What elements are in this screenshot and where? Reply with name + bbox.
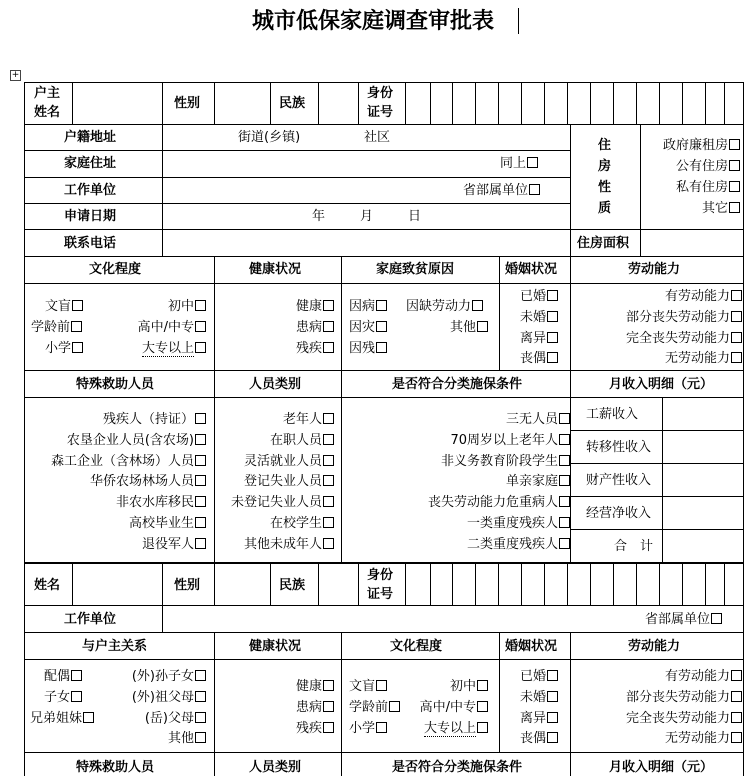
checkbox-icon	[729, 181, 740, 192]
member-edu-option[interactable]: 大专以上	[424, 721, 488, 736]
eligible-option[interactable]: 一类重度残疾人	[467, 516, 570, 531]
labor-option[interactable]: 无劳动能力	[665, 351, 742, 366]
checkbox-icon	[195, 342, 206, 353]
checkbox-icon	[731, 670, 742, 681]
member-health-option[interactable]: 残疾	[296, 721, 334, 736]
member-gender-label: 性别	[174, 578, 201, 593]
marriage-option[interactable]: 离异	[520, 331, 558, 346]
checkbox-icon	[559, 475, 570, 486]
member-health-option[interactable]: 健康	[296, 679, 334, 694]
checkbox-icon	[376, 342, 387, 353]
checkbox-icon	[731, 290, 742, 301]
checkbox-icon	[195, 434, 206, 445]
category-option[interactable]: 未登记失业人员	[231, 495, 334, 510]
checkbox-icon	[477, 321, 488, 332]
id-label-a: 身份	[367, 86, 394, 101]
member-eligible-header: 是否符合分类施保条件	[392, 760, 523, 775]
eligible-option[interactable]: 70周岁以上老年人	[450, 433, 570, 448]
category-option[interactable]: 灵活就业人员	[244, 454, 334, 469]
eligible-option[interactable]: 非义务教育阶段学生	[441, 454, 570, 469]
labor-header: 劳动能力	[628, 262, 681, 277]
text-cursor	[518, 8, 519, 34]
checkbox-icon	[547, 352, 558, 363]
checkbox-icon	[731, 732, 742, 743]
checkbox-icon	[195, 691, 206, 702]
checkbox-icon	[376, 722, 387, 733]
checkbox-icon	[323, 342, 334, 353]
member-category-header: 人员类别	[249, 760, 302, 775]
checkbox-icon	[376, 300, 387, 311]
labor-option[interactable]: 部分丧失劳动能力	[626, 310, 742, 325]
checkbox-icon	[529, 184, 540, 195]
member-health-option[interactable]: 患病	[296, 700, 334, 715]
checkbox-icon	[477, 722, 488, 733]
member-labor-header: 劳动能力	[628, 639, 681, 654]
member-marriage-option[interactable]: 离异	[520, 711, 558, 726]
edu-option[interactable]: 高中/中专	[138, 320, 206, 335]
member-edu-option[interactable]: 小学	[349, 721, 387, 736]
year-text: 年	[312, 209, 326, 224]
checkbox-icon	[731, 332, 742, 343]
member-edu-header: 文化程度	[390, 639, 443, 654]
poverty-option[interactable]: 因残	[349, 341, 387, 356]
month-text: 月	[360, 209, 374, 224]
checkbox-icon	[72, 342, 83, 353]
member-special-header: 特殊救助人员	[76, 760, 155, 775]
checkbox-icon	[72, 300, 83, 311]
checkbox-icon	[195, 517, 206, 528]
checkbox-icon	[323, 538, 334, 549]
member-edu-option[interactable]: 文盲	[349, 679, 387, 694]
checkbox-icon	[195, 496, 206, 507]
edu-option[interactable]: 初中	[168, 299, 206, 314]
category-option[interactable]: 在职人员	[270, 433, 334, 448]
eligible-option[interactable]: 三无人员	[506, 412, 570, 427]
checkbox-icon	[195, 712, 206, 723]
income-label: 工薪收入	[586, 407, 639, 422]
member-labor-option[interactable]: 部分丧失劳动能力	[626, 690, 742, 705]
checkbox-icon	[731, 691, 742, 702]
income-total: 合 计	[614, 539, 654, 554]
special-option[interactable]: 高校毕业生	[129, 516, 206, 531]
home-label: 家庭住址	[64, 156, 117, 171]
housing-char-4: 质	[598, 201, 612, 216]
checkbox-icon	[547, 290, 558, 301]
member-labor-option[interactable]: 无劳动能力	[665, 731, 742, 746]
labor-option[interactable]: 完全丧失劳动能力	[626, 331, 742, 346]
day-text: 日	[408, 209, 422, 224]
housing-option[interactable]: 公有住房	[676, 159, 740, 174]
community-text: 社区	[364, 130, 391, 145]
poverty-header: 家庭致贫原因	[376, 262, 455, 277]
labor-option[interactable]: 有劳动能力	[665, 289, 742, 304]
special-option[interactable]: 非农水库移民	[116, 495, 206, 510]
category-option[interactable]: 登记失业人员	[244, 474, 334, 489]
checkbox-icon	[71, 670, 82, 681]
checkbox-icon	[323, 680, 334, 691]
poverty-option[interactable]: 因缺劳动力	[406, 299, 483, 314]
area-label: 住房面积	[577, 236, 630, 251]
income-header: 月收入明细（元）	[609, 377, 714, 392]
marriage-option[interactable]: 已婚	[520, 289, 558, 304]
checkbox-icon	[477, 680, 488, 691]
category-option[interactable]: 在校学生	[270, 516, 334, 531]
member-edu-option[interactable]: 学龄前	[349, 700, 400, 715]
member-marriage-option[interactable]: 已婚	[520, 669, 558, 684]
health-option[interactable]: 患病	[296, 320, 334, 335]
id-label-b: 证号	[367, 105, 394, 120]
member-labor-option[interactable]: 完全丧失劳动能力	[626, 711, 742, 726]
eligible-option[interactable]: 丧失劳动能力危重病人	[428, 495, 570, 510]
checkbox-icon	[547, 332, 558, 343]
poverty-option[interactable]: 因病	[349, 299, 387, 314]
checkbox-icon	[731, 352, 742, 363]
member-prov-option[interactable]: 省部属单位	[645, 612, 722, 627]
member-marriage-header: 婚姻状况	[505, 639, 558, 654]
checkbox-icon	[547, 712, 558, 723]
checkbox-icon	[323, 517, 334, 528]
member-id-a: 身份	[367, 568, 394, 583]
checkbox-icon	[323, 475, 334, 486]
member-edu-option[interactable]: 初中	[450, 679, 488, 694]
eligible-option[interactable]: 单亲家庭	[506, 474, 570, 489]
checkbox-icon	[731, 712, 742, 723]
member-income-header: 月收入明细（元）	[609, 760, 714, 775]
checkbox-icon	[195, 455, 206, 466]
housing-char-1: 住	[598, 138, 612, 153]
member-name-label: 姓名	[34, 578, 61, 593]
member-labor-option[interactable]: 有劳动能力	[665, 669, 742, 684]
marriage-header: 婚姻状况	[505, 262, 558, 277]
checkbox-icon	[389, 701, 400, 712]
checkbox-icon	[323, 722, 334, 733]
housing-option[interactable]: 其它	[702, 201, 740, 216]
member-marriage-option[interactable]: 未婚	[520, 690, 558, 705]
checkbox-icon	[83, 712, 94, 723]
page-title: 城市低保家庭调查审批表	[252, 8, 495, 34]
health-option[interactable]: 健康	[296, 299, 334, 314]
ethnic-label: 民族	[279, 96, 306, 111]
checkbox-icon	[559, 413, 570, 424]
work-label: 工作单位	[64, 183, 117, 198]
phone-label: 联系电话	[64, 236, 117, 251]
housing-char-3: 性	[598, 180, 612, 195]
checkbox-icon	[323, 300, 334, 311]
special-header: 特殊救助人员	[76, 377, 155, 392]
checkbox-icon	[559, 517, 570, 528]
checkbox-icon	[472, 300, 483, 311]
eligible-header: 是否符合分类施保条件	[392, 377, 523, 392]
category-option[interactable]: 其他未成年人	[244, 537, 334, 552]
checkbox-icon	[323, 321, 334, 332]
member-marriage-option[interactable]: 丧偶	[520, 731, 558, 746]
checkbox-icon	[195, 732, 206, 743]
prov-option[interactable]: 省部属单位	[463, 183, 540, 198]
health-option[interactable]: 残疾	[296, 341, 334, 356]
checkbox-icon	[711, 613, 722, 624]
holder-label-a: 户主	[34, 86, 61, 101]
checkbox-icon	[323, 413, 334, 424]
checkbox-icon	[323, 434, 334, 445]
checkbox-icon	[547, 732, 558, 743]
relation-header: 与户主关系	[82, 639, 148, 654]
relation-option[interactable]: 配偶	[44, 669, 82, 684]
health-header: 健康状况	[249, 262, 302, 277]
checkbox-icon	[729, 139, 740, 150]
checkbox-icon	[323, 455, 334, 466]
gender-label: 性别	[174, 96, 201, 111]
table-move-handle-icon[interactable]: +	[11, 70, 20, 80]
checkbox-icon	[547, 691, 558, 702]
checkbox-icon	[547, 311, 558, 322]
income-label: 财产性收入	[586, 473, 652, 488]
relation-option[interactable]: 兄弟姐妹	[30, 711, 94, 726]
relation-option[interactable]: (外)孙子女	[132, 669, 206, 684]
holder-label-b: 姓名	[34, 105, 61, 120]
housing-char-2: 房	[598, 159, 612, 174]
income-label: 转移性收入	[586, 440, 652, 455]
edu-option[interactable]: 文盲	[45, 299, 83, 314]
eligible-option[interactable]: 二类重度残疾人	[467, 537, 570, 552]
relation-option[interactable]: 其他	[168, 731, 206, 746]
special-option[interactable]: 森工企业（含林场）人员	[51, 454, 206, 469]
checkbox-icon	[195, 321, 206, 332]
member-id-b: 证号	[367, 587, 394, 602]
checkbox-icon	[323, 496, 334, 507]
category-header: 人员类别	[249, 377, 302, 392]
special-option[interactable]: 残疾人（持证）	[103, 412, 206, 427]
checkbox-icon	[323, 701, 334, 712]
checkbox-icon	[559, 496, 570, 507]
checkbox-icon	[376, 680, 387, 691]
checkbox-icon	[559, 455, 570, 466]
member-ethnic-label: 民族	[279, 578, 306, 593]
marriage-option[interactable]: 未婚	[520, 310, 558, 325]
relation-option[interactable]: (岳)父母	[145, 711, 206, 726]
date-label: 申请日期	[64, 209, 117, 224]
checkbox-icon	[71, 321, 82, 332]
checkbox-icon	[195, 475, 206, 486]
street-text: 街道(乡镇)	[238, 130, 301, 145]
special-option[interactable]: 退役军人	[142, 537, 206, 552]
checkbox-icon	[527, 157, 538, 168]
income-label: 经营净收入	[586, 506, 652, 521]
special-option[interactable]: 华侨农场林场人员	[90, 474, 206, 489]
special-option[interactable]: 农垦企业人员(含农场)	[67, 433, 206, 448]
marriage-option[interactable]: 丧偶	[520, 351, 558, 366]
member-work-label: 工作单位	[64, 612, 117, 627]
checkbox-icon	[376, 321, 387, 332]
checkbox-icon	[547, 670, 558, 681]
same-option[interactable]: 同上	[500, 156, 538, 171]
housing-option[interactable]: 政府廉租房	[663, 138, 740, 153]
edu-header: 文化程度	[89, 262, 142, 277]
housing-option[interactable]: 私有住房	[676, 180, 740, 195]
edu-option[interactable]: 学龄前	[31, 320, 82, 335]
poverty-option[interactable]: 因灾	[349, 320, 387, 335]
category-option[interactable]: 老年人	[283, 412, 334, 427]
checkbox-icon	[195, 670, 206, 681]
member-health-header: 健康状况	[249, 639, 302, 654]
member-edu-option[interactable]: 高中/中专	[420, 700, 488, 715]
huji-label: 户籍地址	[64, 130, 117, 145]
checkbox-icon	[195, 538, 206, 549]
poverty-option[interactable]: 其他	[450, 320, 488, 335]
checkbox-icon	[729, 202, 740, 213]
checkbox-icon	[559, 434, 570, 445]
relation-option[interactable]: 子女	[44, 690, 82, 705]
checkbox-icon	[195, 300, 206, 311]
relation-option[interactable]: (外)祖父母	[132, 690, 206, 705]
checkbox-icon	[477, 701, 488, 712]
checkbox-icon	[71, 691, 82, 702]
checkbox-icon	[729, 160, 740, 171]
checkbox-icon	[559, 538, 570, 549]
checkbox-icon	[731, 311, 742, 322]
checkbox-icon	[195, 413, 206, 424]
edu-option[interactable]: 小学	[45, 341, 83, 356]
edu-option[interactable]: 大专以上	[142, 341, 206, 356]
